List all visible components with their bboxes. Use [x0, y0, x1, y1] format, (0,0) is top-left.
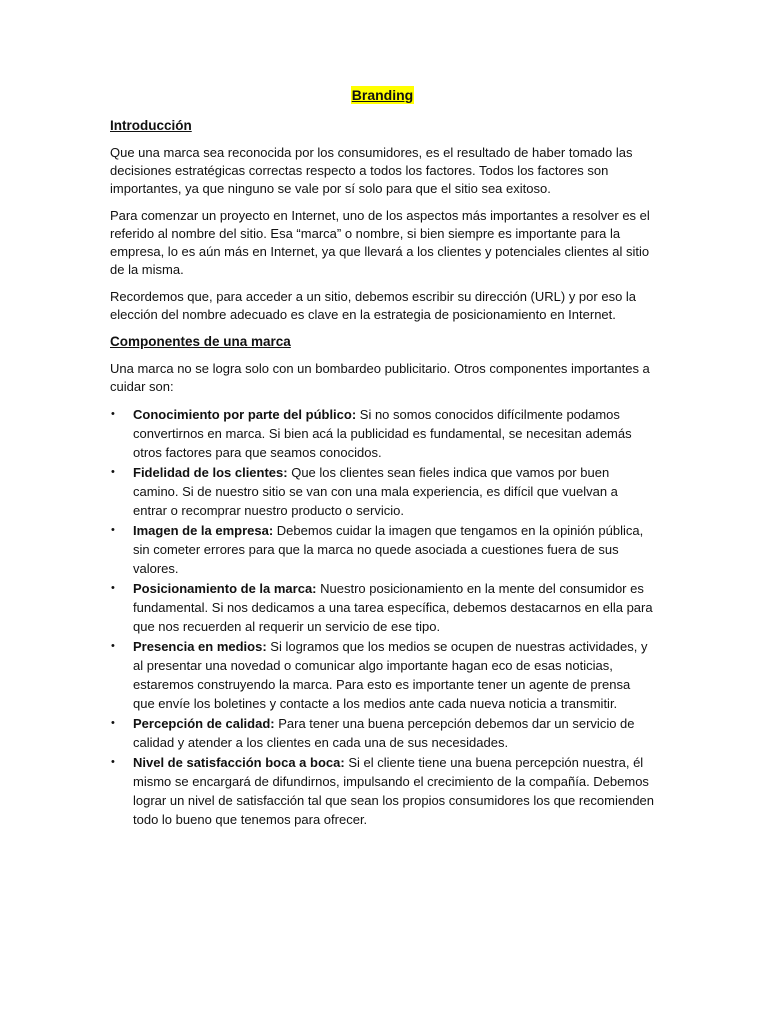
item-term: Percepción de calidad: — [133, 716, 275, 731]
item-text: Si el cliente tiene una buena percepción nuestra, él mismo se encargará de difundirnos, impulsando el crecimiento de la compañía. Debemos lograr un nivel de satisfacción tal que sean los propios consumidores los que recomienden todo lo bueno que tenemos para ofrecer. — [133, 755, 655, 827]
bullet-icon: • — [111, 582, 115, 594]
item-text: Que los clientes sean fieles indica que vamos por buen camino. Si de nuestro sitio se van con una mala experiencia, es difícil que vuelvan a entrar o recomprar nuestro producto o servicio. — [133, 465, 618, 518]
item-text: Debemos cuidar la imagen que tengamos en la opinión pública, sin cometer errores para que la marca no quede asociada a cuestiones fuera de sus valores. — [133, 523, 644, 576]
section-componentes — [110, 333, 655, 829]
item-term: Fidelidad de los clientes: — [133, 465, 288, 480]
item-text: Para tener una buena percepción debemos dar un servicio de calidad y atender a los clientes en cada una de sus necesidades. — [133, 716, 635, 750]
bullet-icon: • — [111, 717, 115, 729]
list-item — [110, 579, 655, 636]
list-item — [110, 405, 655, 462]
document-page — [110, 86, 655, 830]
list-item — [110, 753, 655, 829]
item-term: Presencia en medios: — [133, 639, 267, 654]
list-item — [110, 463, 655, 520]
list-item — [110, 637, 655, 713]
paragraph: Para comenzar un proyecto en Internet, uno de los aspectos más importantes a resolver es el referido al nombre del sitio. Esa “marca” o nombre, si bien siempre es importante para la empresa, lo es aún más en Internet, ya que llevará a los clientes y potenciales clientes al sitio de la misma. — [110, 208, 650, 277]
bullet-icon: • — [111, 408, 115, 420]
section-heading-componentes: Componentes de una marca — [110, 334, 291, 349]
components-list — [110, 405, 655, 829]
item-text: Si logramos que los medios se ocupen de nuestras actividades, y al presentar una novedad o comunicar algo importante hagan eco de esas noticias, estaremos construyendo la marca. Para esto es importante tener un agente de prensa que envíe los boletines y contacte a los medios ante cada nueva noticia a transmitir. — [133, 639, 648, 711]
item-text: Nuestro posicionamiento en la mente del consumidor es fundamental. Si nos dedicamos a una tarea específica, debemos destacarnos en ella para que nos recuerden al requerir un servicio de ese tipo. — [133, 581, 653, 634]
item-term: Nivel de satisfacción boca a boca: — [133, 755, 345, 770]
item-term: Conocimiento por parte del público: — [133, 407, 357, 422]
item-term: Posicionamiento de la marca: — [133, 581, 317, 596]
section-heading-introduccion: Introducción — [110, 118, 192, 133]
title-container — [110, 86, 655, 105]
document-title: Branding — [351, 87, 414, 103]
bullet-icon: • — [111, 756, 115, 768]
section-intro: Una marca no se logra solo con un bombardeo publicitario. Otros componentes importantes a cuidar son: — [110, 361, 650, 394]
bullet-icon: • — [111, 524, 115, 536]
list-item — [110, 714, 655, 752]
paragraph: Que una marca sea reconocida por los consumidores, es el resultado de haber tomado las decisiones estratégicas correctas respecto a todos los factores. Todos los factores son importantes, ya que ninguno se vale por sí solo para que el sitio sea exitoso. — [110, 145, 633, 196]
bullet-icon: • — [111, 640, 115, 652]
paragraph: Recordemos que, para acceder a un sitio, debemos escribir su dirección (URL) y por eso la elección del nombre adecuado es clave en la estrategia de posicionamiento en Internet. — [110, 289, 637, 322]
item-term: Imagen de la empresa: — [133, 523, 274, 538]
item-text: Si no somos conocidos difícilmente podamos convertirnos en marca. Si bien acá la publicidad es fundamental, se necesitan además otros factores para que seamos conocidos. — [133, 407, 632, 460]
list-item — [110, 521, 655, 578]
bullet-icon: • — [111, 466, 115, 478]
section-introduccion — [110, 117, 655, 324]
